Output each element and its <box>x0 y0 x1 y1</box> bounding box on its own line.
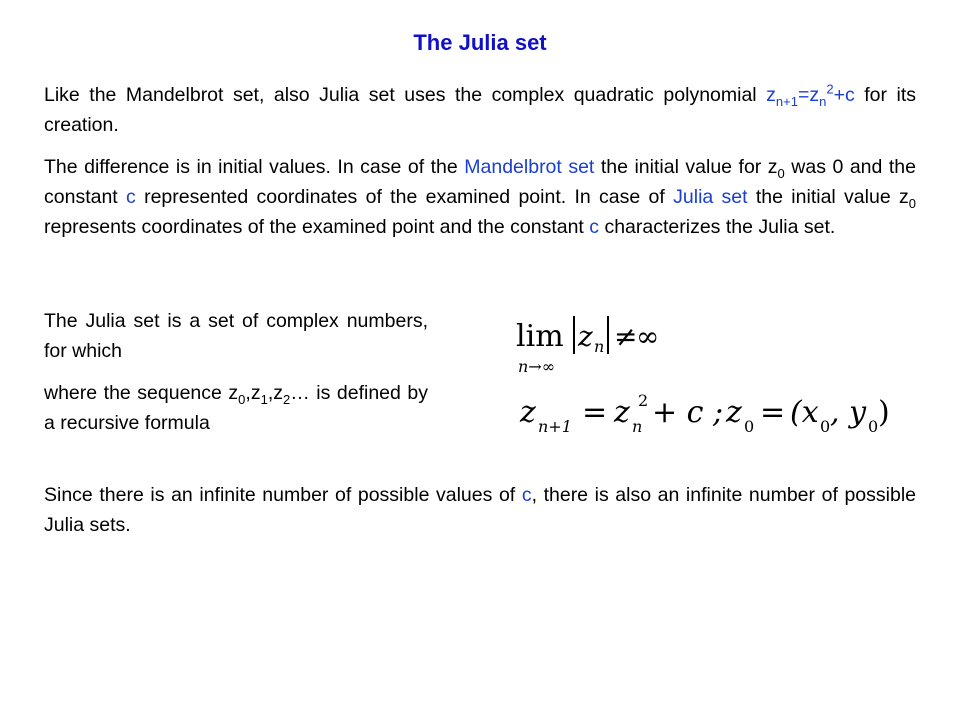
constant-c: c <box>126 186 136 208</box>
intro-text: Like the Mandelbrot set, also Julia set uses the complex quadratic polynomial <box>44 84 757 106</box>
mandelbrot-link-text: Mandelbrot set <box>464 156 595 178</box>
infinity: ∞ <box>636 320 660 353</box>
page-title: The Julia set <box>413 30 547 55</box>
not-equal: ≠ <box>614 320 638 353</box>
tuple-open: (x <box>790 395 819 430</box>
eq-sign: = <box>582 395 608 430</box>
z0-sub: 0 <box>744 417 755 436</box>
eq-sign-2: = <box>760 395 786 430</box>
recursive-formula <box>516 392 896 442</box>
lhs-sub: n+1 <box>538 417 572 436</box>
intro-end: for its creation. <box>44 84 916 136</box>
conclusion-paragraph: Since there is an infinite number of possible values of c, there is also an infinite number of possible Julia sets. <box>44 484 916 536</box>
lim-text: lim <box>516 319 564 354</box>
lim-subscript: n→∞ <box>518 357 556 376</box>
z-var: z <box>578 320 593 353</box>
constant-c-3: c <box>521 484 532 506</box>
constant-c-2: c <box>589 216 600 238</box>
z0-var: z <box>726 395 742 430</box>
y-sub: 0 <box>868 417 879 436</box>
rhs-sub: n <box>632 417 643 436</box>
inline-formula: $z_{n+1}=z_n^2+c$ <box>766 81 855 109</box>
intro-paragraph <box>44 80 916 140</box>
definition-paragraph: The Julia set is a set of complex numbers, for which <box>44 310 428 362</box>
sequence-paragraph: where the sequence $z_0,z_1,z_2\dots$ is defined by a recursive formula <box>44 382 428 434</box>
rhs-sup: 2 <box>638 392 649 410</box>
tuple-comma: , y <box>830 395 867 430</box>
tuple-close: ) <box>878 395 890 430</box>
rhs-z: z <box>614 395 630 430</box>
difference-paragraph: The difference is in initial values. In case of the Mandelbrot set the initial value for $z_0$ was 0 and the constant c represented coordinates of the examined point. In case of Julia set the initial value $z_0$ represents coordinates of the examined point and the constant c characterizes the Julia set. <box>44 156 916 238</box>
julia-link-text: Julia set <box>673 186 748 208</box>
lhs-z: z <box>520 395 536 430</box>
limit-formula <box>512 306 672 378</box>
n-sub: n <box>594 337 605 356</box>
plus-c: + c ; <box>652 395 724 430</box>
x-sub: 0 <box>820 417 831 436</box>
